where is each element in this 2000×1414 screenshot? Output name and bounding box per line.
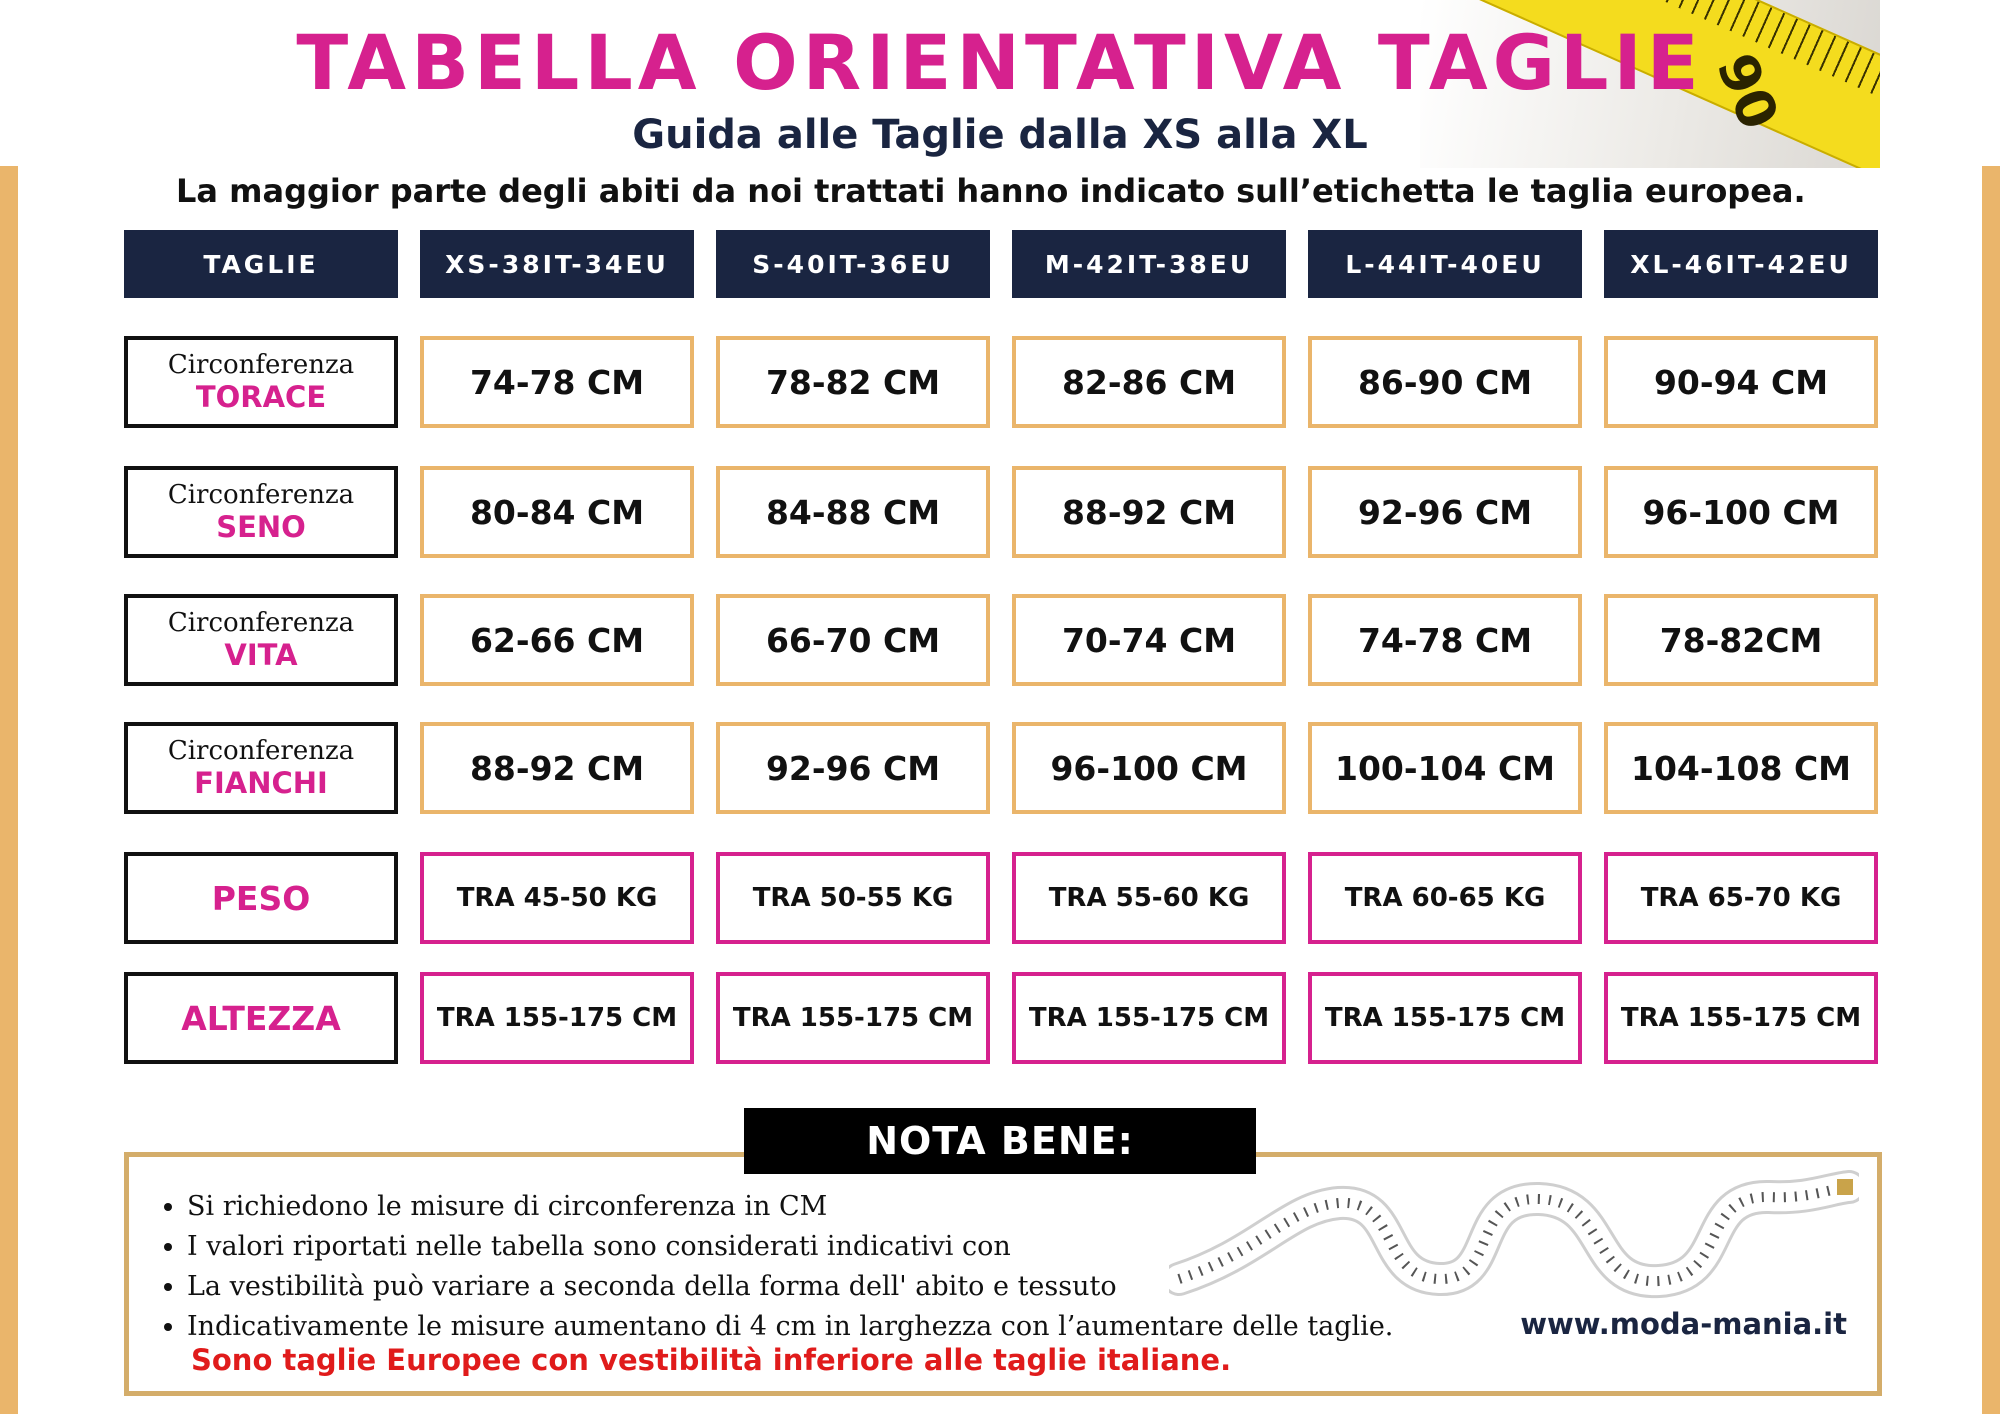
table-cell: 74-78 CM: [1308, 594, 1582, 686]
row-label: [124, 722, 398, 814]
intro-text: La maggior parte degli abiti da noi trattati hanno indicato sull’etichetta le taglia europea.: [176, 172, 1806, 210]
table-cell: 88-92 CM: [1012, 466, 1286, 558]
header-size-4: L-44IT-40EU: [1308, 230, 1582, 298]
header-size-1: XS-38IT-34EU: [420, 230, 694, 298]
table-cell: 92-96 CM: [1308, 466, 1582, 558]
table-cell: 86-90 CM: [1308, 336, 1582, 428]
header-taglie: TAGLIE: [124, 230, 398, 298]
table-cell: TRA 155-175 CM: [716, 972, 990, 1064]
table-cell: TRA 50-55 KG: [716, 852, 990, 944]
table-cell: 84-88 CM: [716, 466, 990, 558]
table-cell: 66-70 CM: [716, 594, 990, 686]
nota-item: • Si richiedono le misure di circonferenza in CM: [187, 1187, 1393, 1227]
row-label-prefix: Circonferenza: [167, 480, 355, 510]
table-cell: 90-94 CM: [1604, 336, 1878, 428]
table-cell: 78-82CM: [1604, 594, 1878, 686]
left-accent-bar: [0, 166, 18, 1414]
row-label: [124, 852, 398, 944]
nota-warning: Sono taglie Europee con vestibilità inferiore alle taglie italiane.: [191, 1343, 1232, 1377]
table-cell: TRA 155-175 CM: [1604, 972, 1878, 1064]
table-cell: 74-78 CM: [420, 336, 694, 428]
tape-number: 90: [1704, 44, 1791, 139]
table-cell: 62-66 CM: [420, 594, 694, 686]
website-link[interactable]: www.moda-mania.it: [1520, 1307, 1847, 1341]
nota-bene-box: [124, 1152, 1882, 1396]
header-size-3: M-42IT-38EU: [1012, 230, 1286, 298]
page-subtitle: Guida alle Taglie dalla XS alla XL: [632, 112, 1368, 158]
row-label: [124, 594, 398, 686]
table-cell: TRA 60-65 KG: [1308, 852, 1582, 944]
row-label-name: TORACE: [195, 380, 327, 414]
table-cell: 88-92 CM: [420, 722, 694, 814]
nota-item: • I valori riportati nelle tabella sono considerati indicativi con: [187, 1227, 1393, 1267]
table-cell: TRA 65-70 KG: [1604, 852, 1878, 944]
row-label-name: PESO: [211, 878, 311, 918]
table-cell: 78-82 CM: [716, 336, 990, 428]
row-label: [124, 972, 398, 1064]
right-accent-bar: [1982, 166, 2000, 1414]
table-cell: TRA 155-175 CM: [420, 972, 694, 1064]
row-label-name: FIANCHI: [194, 766, 328, 800]
table-cell: TRA 155-175 CM: [1308, 972, 1582, 1064]
row-label-name: SENO: [216, 510, 306, 544]
table-cell: 96-100 CM: [1604, 466, 1878, 558]
row-label: [124, 336, 398, 428]
header-size-2: S-40IT-36EU: [716, 230, 990, 298]
row-label: [124, 466, 398, 558]
table-cell: 80-84 CM: [420, 466, 694, 558]
table-cell: 92-96 CM: [716, 722, 990, 814]
nota-item: • Indicativamente le misure aumentano di 4 cm in larghezza con l’aumentare delle taglie.: [187, 1307, 1393, 1347]
measuring-tape-illustration: [1169, 1167, 1859, 1307]
nota-bene-title: NOTA BENE:: [744, 1108, 1256, 1174]
header-size-5: XL-46IT-42EU: [1604, 230, 1878, 298]
table-cell: 70-74 CM: [1012, 594, 1286, 686]
row-label-prefix: Circonferenza: [167, 736, 355, 766]
row-label-prefix: Circonferenza: [167, 608, 355, 638]
table-cell: 104-108 CM: [1604, 722, 1878, 814]
table-cell: 96-100 CM: [1012, 722, 1286, 814]
table-cell: 100-104 CM: [1308, 722, 1582, 814]
nota-item: • La vestibilità può variare a seconda della forma dell' abito e tessuto: [187, 1267, 1393, 1307]
row-label-name: VITA: [224, 638, 298, 672]
page-title: TABELLA ORIENTATIVA TAGLIE: [296, 18, 1704, 107]
table-cell: 82-86 CM: [1012, 336, 1286, 428]
table-cell: TRA 45-50 KG: [420, 852, 694, 944]
table-cell: TRA 155-175 CM: [1012, 972, 1286, 1064]
row-label-prefix: Circonferenza: [167, 350, 355, 380]
table-cell: TRA 55-60 KG: [1012, 852, 1286, 944]
row-label-name: ALTEZZA: [181, 998, 341, 1038]
